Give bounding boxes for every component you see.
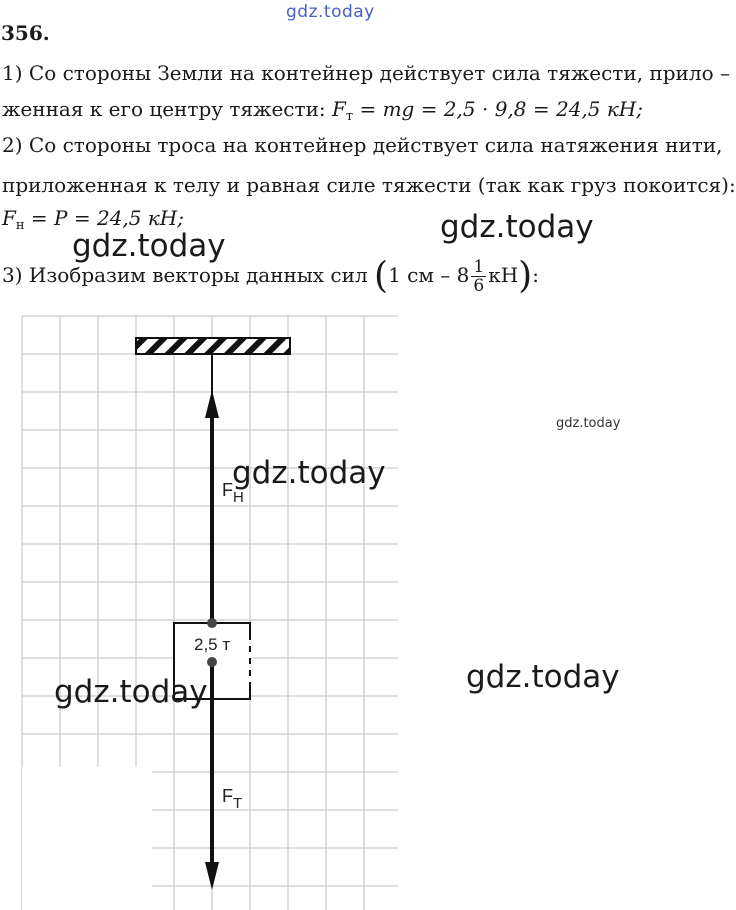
scale-fraction: $\frac{1}{6}$ [473, 257, 485, 296]
watermark-a: gdz.today [440, 209, 594, 245]
ceiling-support [136, 338, 290, 354]
text-line-2-text: женная к его центру тяжести: [2, 97, 332, 121]
tension-arrowhead [205, 390, 219, 418]
rope-attach-point [207, 618, 217, 628]
text-line-6-text: 3) Изобразим векторы данных сил [2, 263, 375, 287]
watermark-c: gdz.today [556, 416, 621, 431]
scale-a: 1 см – 8 [388, 263, 470, 287]
tension-formula: = P = 24,5 кН; [30, 206, 184, 230]
text-line-4: приложенная к телу и равная силе тяжести (так как груз покоится): [2, 173, 736, 197]
watermark-e: gdz.today [466, 659, 620, 695]
watermark-f: gdz.today [54, 674, 208, 710]
mass-label: 2,5 т [194, 635, 231, 654]
tension-label: $F_Н$ [222, 480, 244, 506]
problem-number: 356. [1, 21, 50, 45]
text-line-3: 2) Со стороны троса на контейнер действует сила натяжения нити, [2, 133, 723, 157]
text-line-1: 1) Со стороны Земли на контейнер действует сила тяжести, прило – [2, 61, 730, 85]
watermark-d: gdz.today [232, 455, 386, 491]
blank-patch [22, 767, 152, 910]
center-of-mass [207, 657, 217, 667]
gravity-symbol: $F_т$ [332, 97, 354, 124]
watermark-b: gdz.today [72, 228, 226, 264]
watermark-top: gdz.today [286, 2, 375, 22]
text-line-2 [2, 94, 643, 132]
gravity-label: $F_Т$ [222, 786, 243, 812]
scale-b: кН [488, 263, 519, 287]
text-line-6: 3) Изобразим векторы данных сил (1 см – 8 $\frac{1}{6}$ кН): [2, 255, 539, 297]
gravity-formula: = mg = 2,5 · 9,8 = 24,5 кН; [359, 97, 643, 121]
tension-symbol: $F_н$ [2, 206, 25, 233]
